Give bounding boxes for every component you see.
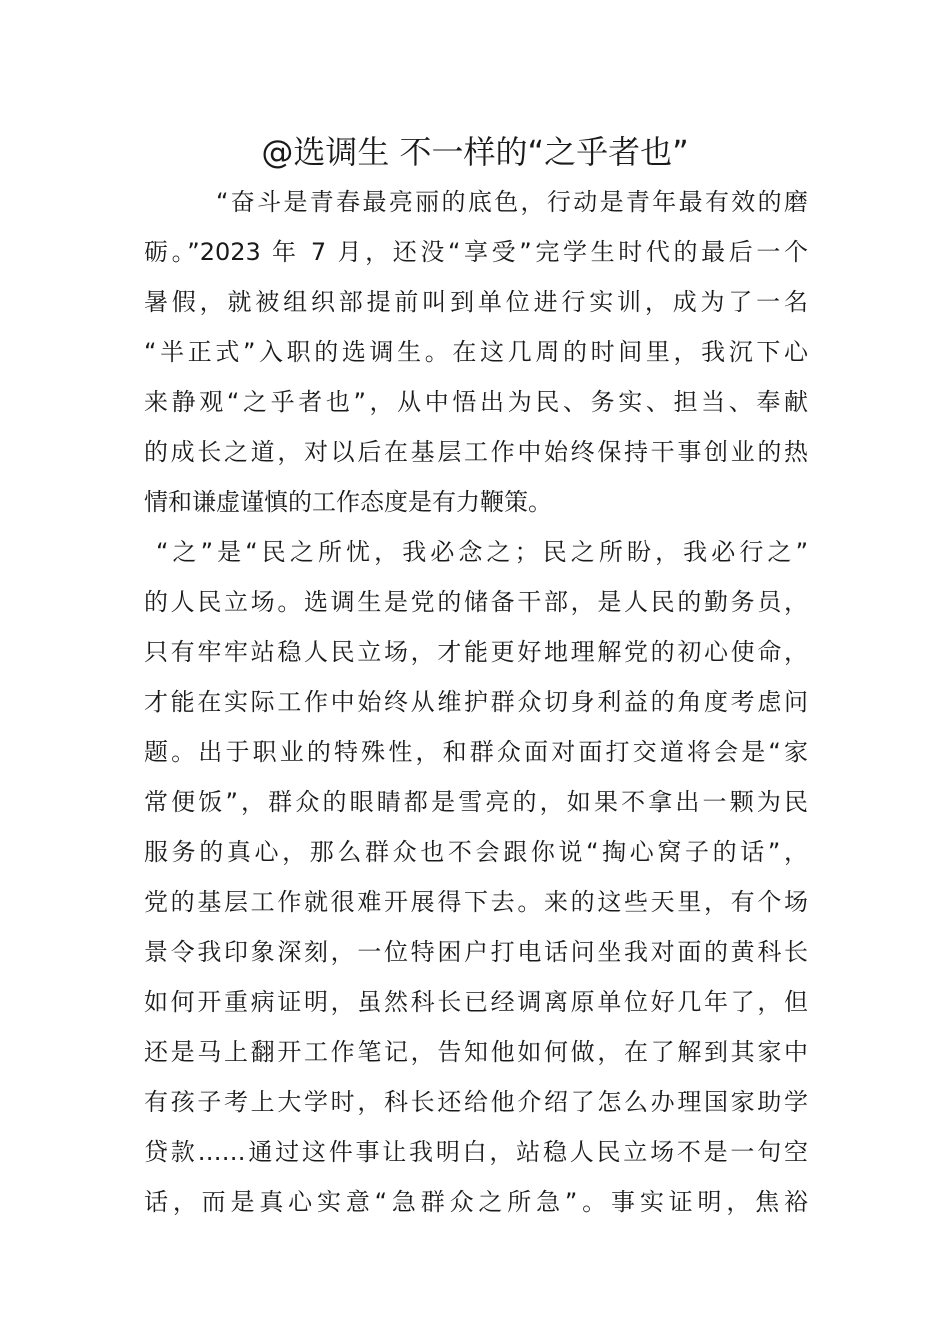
paragraph-line: 来静观“之乎者也”，从中悟出为民、务实、担当、奉献 <box>144 388 808 416</box>
paragraph-line: 服务的真心，那么群众也不会跟你说“掏心窝子的话”， <box>144 838 808 866</box>
paragraph-line: “之”是“民之所忧，我必念之；民之所盼，我必行之” <box>156 538 808 566</box>
paragraph-line: 常便饭”，群众的眼睛都是雪亮的，如果不拿出一颗为民 <box>144 788 808 816</box>
paragraph-line: 还是马上翻开工作笔记，告知他如何做，在了解到其家中 <box>144 1038 808 1066</box>
paragraph-line: 党的基层工作就很难开展得下去。来的这些天里，有个场 <box>144 888 808 916</box>
paragraph-line: 贷款……通过这件事让我明白，站稳人民立场不是一句空 <box>144 1138 808 1166</box>
paragraph-line: 的成长之道，对以后在基层工作中始终保持干事创业的热 <box>144 438 808 466</box>
paragraph-line: 才能在实际工作中始终从维护群众切身利益的角度考虑问 <box>144 688 808 716</box>
document-body <box>144 177 808 1227</box>
paragraph-line: 只有牢牢站稳人民立场，才能更好地理解党的初心使命， <box>144 638 808 666</box>
paragraph-line: “半正式”入职的选调生。在这几周的时间里，我沉下心 <box>144 338 808 366</box>
paragraph-line: “奋斗是青春最亮丽的底色，行动是青年最有效的磨 <box>216 188 808 216</box>
paragraph-line: 暑假，就被组织部提前叫到单位进行实训，成为了一名 <box>144 288 808 316</box>
paragraph-line: 景令我印象深刻，一位特困户打电话问坐我对面的黄科长 <box>144 938 808 966</box>
document-title: @选调生 不一样的“之乎者也” <box>261 133 689 171</box>
paragraph-line: 如何开重病证明，虽然科长已经调离原单位好几年了，但 <box>144 988 808 1016</box>
paragraph-line: 有孩子考上大学时，科长还给他介绍了怎么办理国家助学 <box>144 1088 808 1116</box>
paragraph-line: 情和谦虚谨慎的工作态度是有力鞭策。 <box>144 488 552 516</box>
paragraph-line: 题。出于职业的特殊性，和群众面对面打交道将会是“家 <box>144 738 808 766</box>
paragraph-line: 话，而是真心实意“急群众之所急”。事实证明，焦裕 <box>144 1188 808 1216</box>
paragraph-line: 砺。”2023 年 7 月，还没“享受”完学生时代的最后一个 <box>144 238 808 266</box>
paragraph-line: 的人民立场。选调生是党的储备干部，是人民的勤务员， <box>144 588 808 616</box>
